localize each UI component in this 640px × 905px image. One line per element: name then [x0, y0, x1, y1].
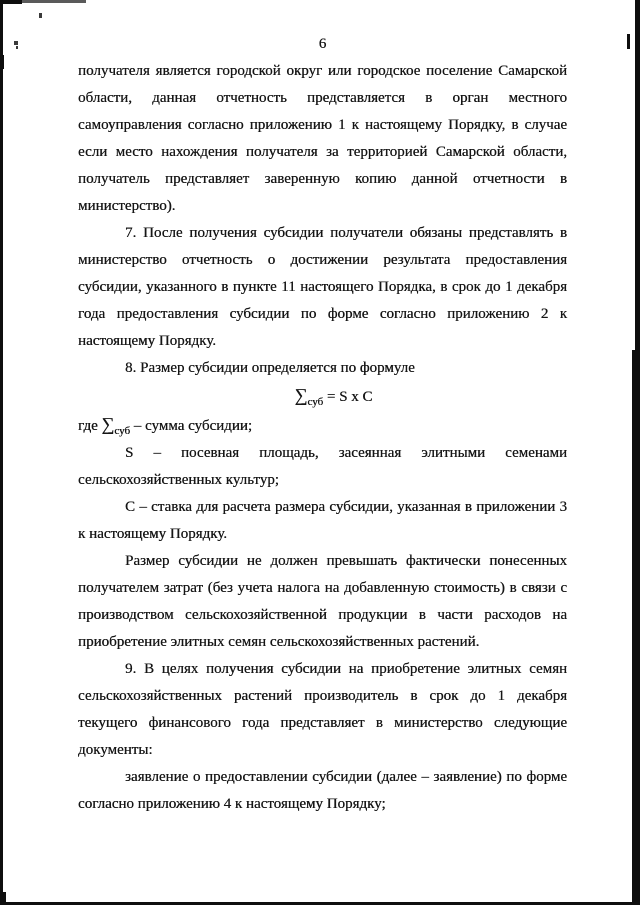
- sum-symbol: ∑: [294, 385, 308, 405]
- document-body: [78, 58, 567, 818]
- sum-subscript: суб: [307, 396, 324, 408]
- text-line: министерство отчетность о достижении результата предоставления: [78, 252, 567, 268]
- text-line: Размер субсидии не должен превышать фактически понесенных: [125, 553, 567, 569]
- scan-edge-top-corner: [0, 0, 22, 4]
- text-line: 9. В целях получения субсидии на приобретение элитных семян: [125, 661, 567, 677]
- formula-rhs: = S x C: [323, 389, 373, 405]
- page-number: 6: [318, 36, 327, 52]
- sum-subscript: суб: [114, 425, 130, 437]
- text-line: сельскохозяйственных растений производитель в срок до 1 декабря: [78, 688, 567, 704]
- where-suffix: – сумма субсидии;: [130, 418, 252, 434]
- where-prefix: где: [78, 418, 102, 434]
- text-line: получателя является городской округ или городское поселение Самарской: [78, 63, 567, 79]
- text-line: получатель представляет заверенную копию данной отчетности в: [78, 171, 567, 187]
- text-line: если место нахождения получателя за территорией Самарской области,: [78, 144, 567, 160]
- formula-line: [78, 382, 567, 411]
- text-line: области, данная отчетность представляется в орган местного: [78, 90, 567, 106]
- text-line: 8. Размер субсидии определяется по формуле: [125, 360, 415, 376]
- scan-corner-bottom-left: [0, 892, 6, 905]
- text-line: документы:: [78, 742, 153, 758]
- text-line: получателем затрат (без учета налога на добавленную стоимость) в связи с: [78, 580, 567, 596]
- sum-symbol: ∑: [101, 414, 115, 434]
- scan-edge-left: [0, 0, 3, 905]
- scan-tick-top-right: [627, 34, 630, 49]
- scan-edge-right-lower: [632, 350, 640, 905]
- scan-notch-left: [0, 55, 4, 69]
- text-line: сельскохозяйственных культур;: [78, 472, 279, 488]
- text-line: приобретение элитных семян сельскохозяйственных растений.: [78, 634, 480, 650]
- text-line: субсидии, указанного в пункте 11 настоящего Порядка, в срок до 1 декабря: [78, 279, 567, 295]
- scan-speck-2: [14, 41, 18, 45]
- text-line: S – посевная площадь, засеянная элитными семенами: [125, 445, 567, 461]
- text-line: 7. После получения субсидии получатели обязаны представлять в: [125, 225, 567, 241]
- text-line: текущего финансового года представляет в министерство следующие: [78, 715, 567, 731]
- text-line: производством сельскохозяйственной продукции в части расходов на: [78, 607, 567, 623]
- scan-speck-1: [39, 13, 42, 18]
- text-line: согласно приложению 4 к настоящему Порядку;: [78, 796, 386, 812]
- text-line: С – ставка для расчета размера субсидии, указанная в приложении 3: [125, 499, 567, 515]
- scan-speck-3: [16, 46, 18, 49]
- text-line: года предоставления субсидии по форме согласно приложению 2 к: [78, 306, 567, 322]
- text-line: к настоящему Порядку.: [78, 526, 227, 542]
- where-clause-line: [78, 411, 567, 440]
- text-line: заявление о предоставлении субсидии (далее – заявление) по форме: [125, 769, 567, 785]
- text-line: министерство).: [78, 198, 176, 214]
- text-line: самоуправления согласно приложению 1 к настоящему Порядку, в случае: [78, 117, 567, 133]
- text-line: настоящему Порядку.: [78, 333, 216, 349]
